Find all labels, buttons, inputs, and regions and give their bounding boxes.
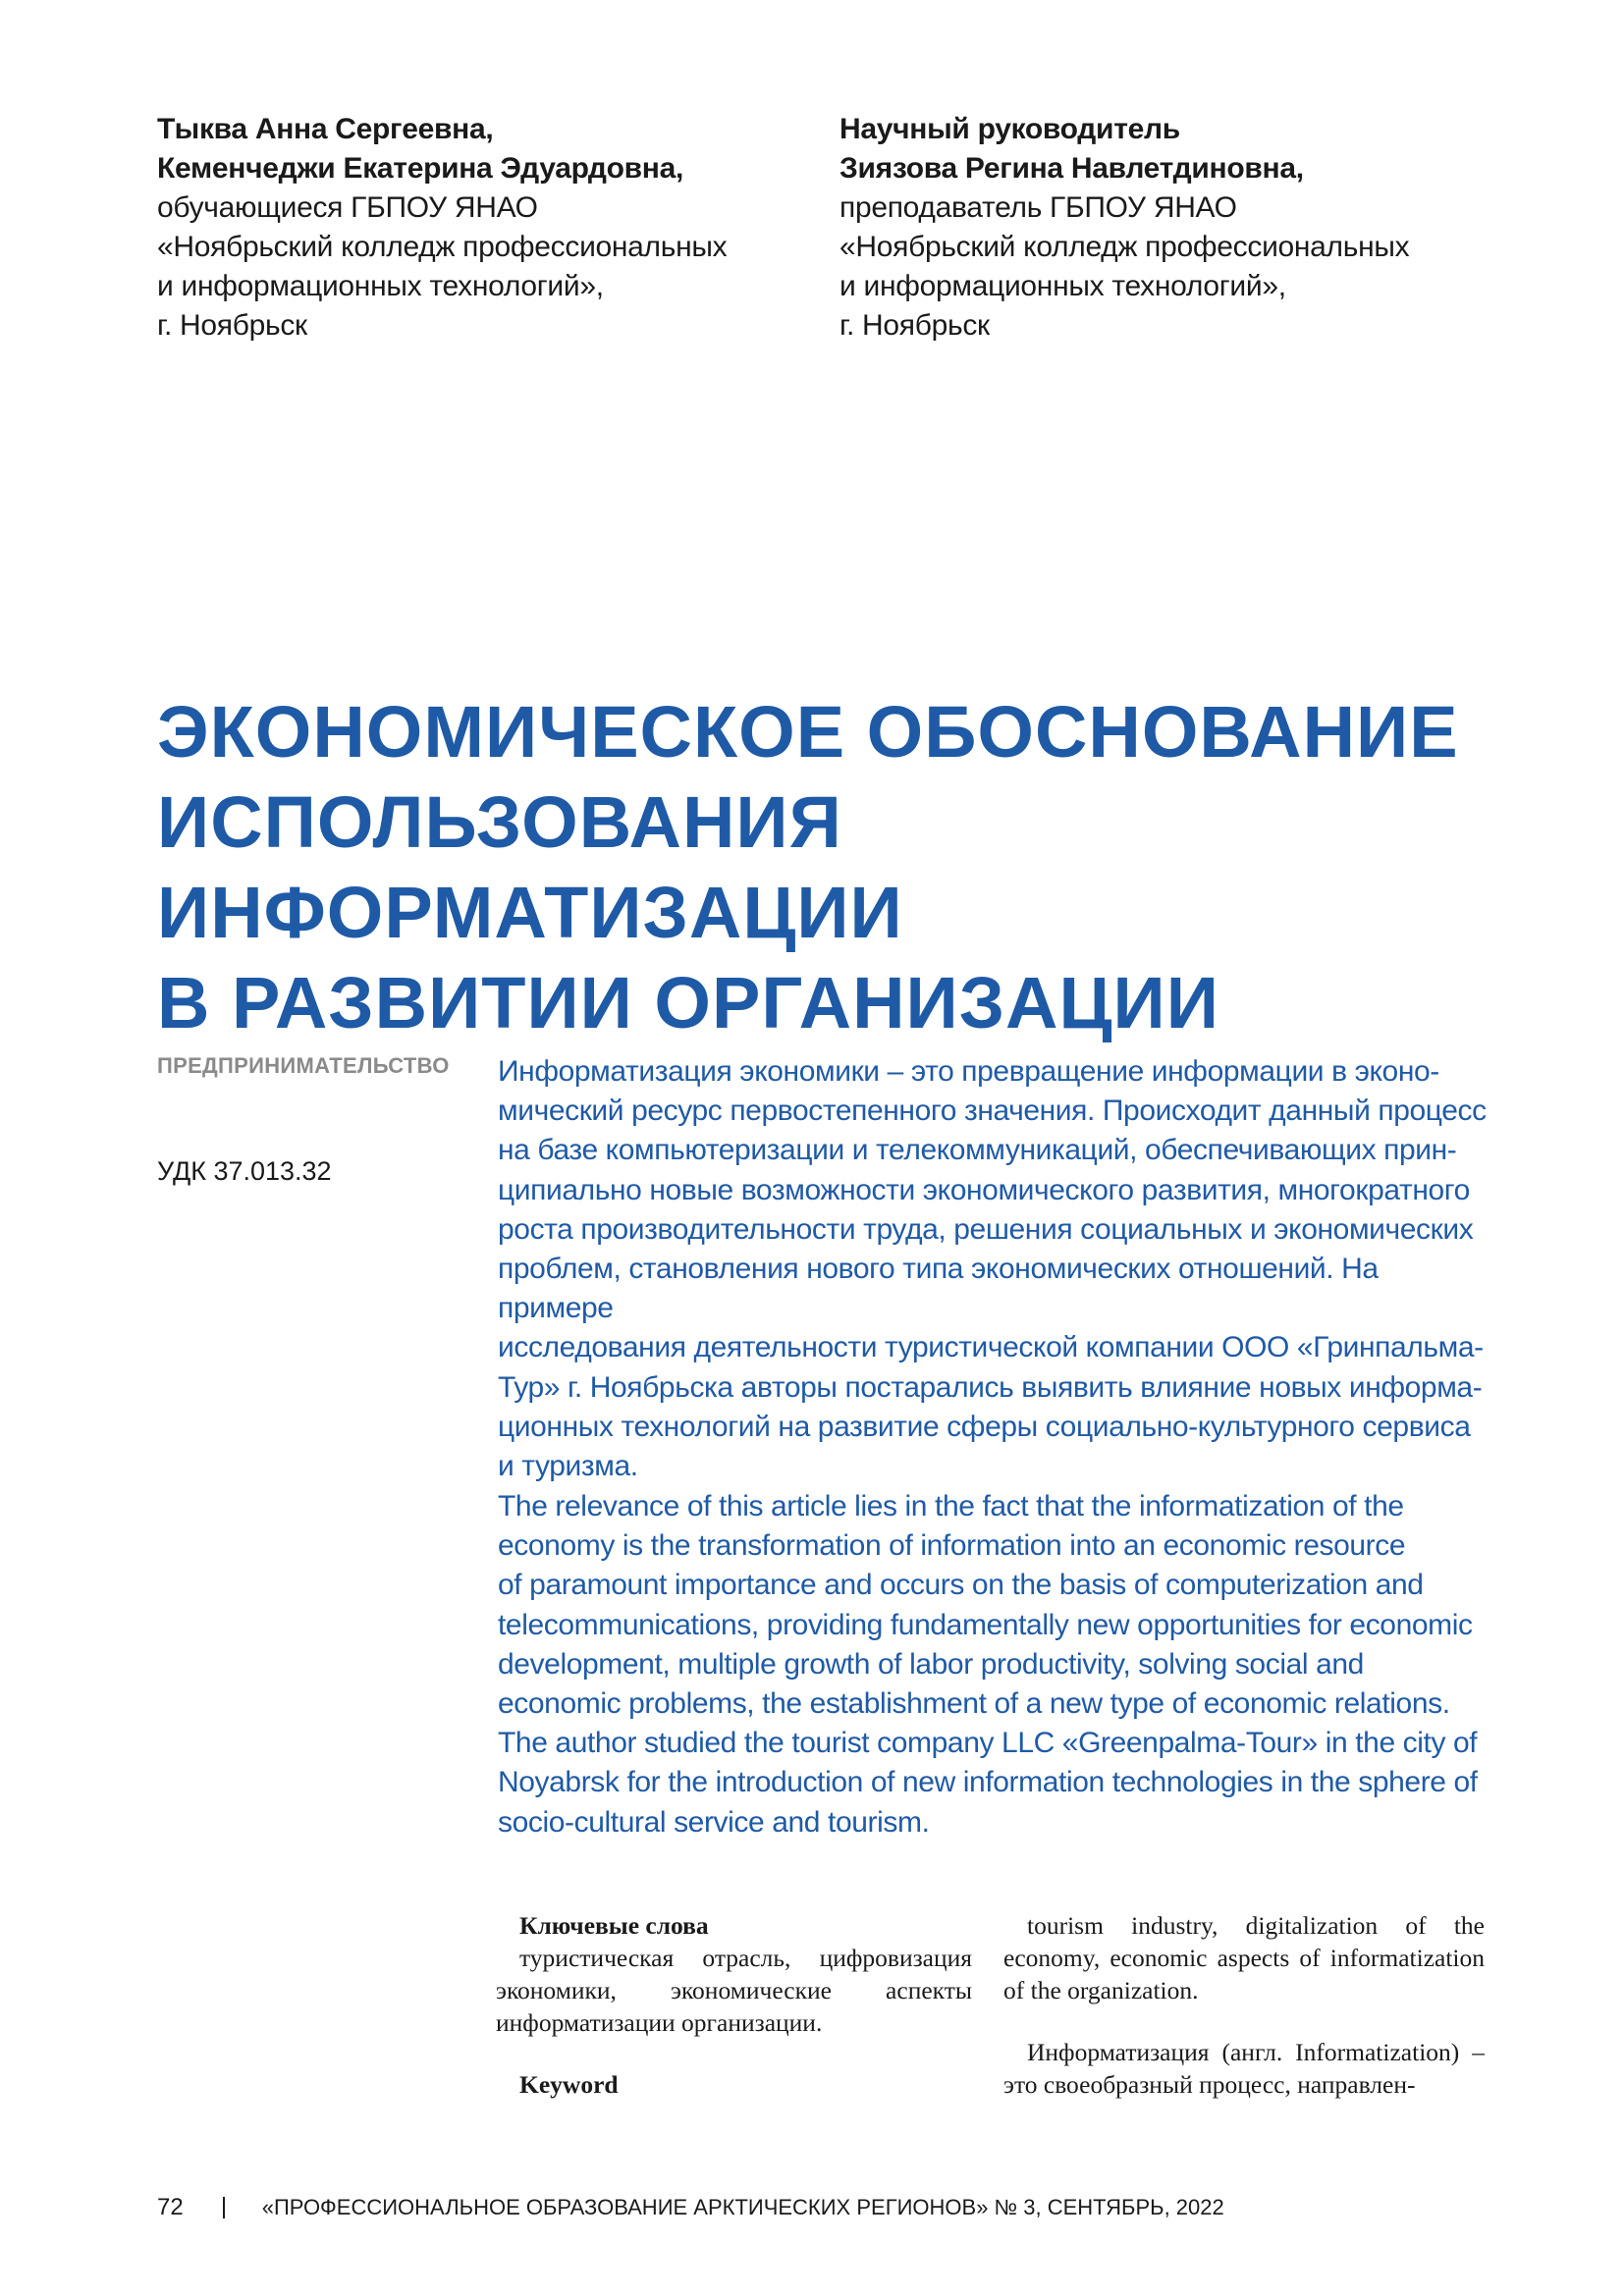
affiliation-line: и информационных технологий»,	[157, 270, 604, 302]
keywords-column-left	[496, 1909, 972, 2101]
abstract-line: Информатизация экономики – это превращение информации в эконо-	[498, 1055, 1439, 1088]
abstract-line: economy is the transformation of information into an economic resource	[498, 1529, 1406, 1563]
supervisor-role: Научный руководитель	[839, 113, 1180, 145]
affiliation-line: «Ноябрьский колледж профессиональных	[157, 231, 728, 263]
abstract-line: The author studied the tourist company LLC «Greenpalma-Tour» in the city of	[498, 1727, 1478, 1760]
abstract-line: of paramount importance and occurs on the basis of computerization and	[498, 1569, 1424, 1602]
udk-code: УДК 37.013.32	[157, 1156, 332, 1186]
keywords-ru-heading: Ключевые слова	[519, 1911, 709, 1940]
keywords-en-heading: Keyword	[519, 2070, 619, 2099]
affiliation-line: г. Ноябрьск	[839, 309, 990, 342]
footer-separator	[223, 2197, 225, 2218]
supervisor-name: Зиязова Регина Навлетдиновна,	[839, 152, 1304, 185]
keywords-column-right	[1003, 1909, 1485, 2101]
abstract-line: ционных технологий на развитие сферы социально-культурного сервиса	[498, 1410, 1471, 1443]
page-footer	[157, 2194, 1224, 2221]
abstract-line: socio-cultural service and tourism.	[498, 1805, 930, 1839]
abstract-line: и туризма.	[498, 1450, 638, 1483]
affiliation-line: обучающиеся ГБПОУ ЯНАО	[157, 191, 538, 224]
abstract-line: development, multiple growth of labor productivity, solving social and	[498, 1647, 1364, 1681]
abstract-line: The relevance of this article lies in the fact that the informatization of the	[498, 1490, 1404, 1522]
abstract-line: Тур» г. Ноябрьска авторы постарались выявить влияние новых информа-	[498, 1370, 1483, 1404]
abstract-line: роста производительности труда, решения социальных и экономических	[498, 1212, 1474, 1246]
author-name: Кеменчеджи Екатерина Эдуардовна,	[157, 152, 684, 185]
title-line: ИСПОЛЬЗОВАНИЯ ИНФОРМАТИЗАЦИИ	[157, 781, 903, 953]
keywords-ru-text: туристическая отрасль, цифровизация экономики, экономические аспекты информатизации организации.	[496, 1944, 972, 2037]
affiliation-line: преподаватель ГБПОУ ЯНАО	[839, 191, 1237, 224]
affiliation-line: г. Ноябрьск	[157, 309, 307, 342]
rubric-label: ПРЕДПРИНИМАТЕЛЬСТВО	[157, 1053, 450, 1078]
abstract-russian	[498, 1052, 1489, 1486]
title-line: В РАЗВИТИИ ОРГАНИЗАЦИИ	[157, 962, 1219, 1043]
abstract-line: мический ресурс первостепенного значения. Происходит данный процесс	[498, 1095, 1487, 1128]
abstract-line: исследования деятельности туристической компании ООО «Гринпальма-	[498, 1331, 1484, 1364]
journal-name: «ПРОФЕССИОНАЛЬНОЕ ОБРАЗОВАНИЕ АРКТИЧЕСКИХ РЕГИОНОВ» № 3, СЕНТЯБРЬ, 2022	[261, 2195, 1224, 2219]
page-number: 72	[157, 2194, 184, 2220]
affiliation-line: и информационных технологий»,	[839, 270, 1286, 302]
body-text-start: Информатизация (англ. Informatization) – это своеобразный процесс, направлен-	[1003, 2038, 1485, 2099]
author-name: Тыква Анна Сергеевна,	[157, 113, 494, 145]
abstract-english	[498, 1487, 1489, 1842]
article-title	[157, 687, 1512, 1048]
title-line: ЭКОНОМИЧЕСКОЕ ОБОСНОВАНИЕ	[157, 691, 1459, 773]
abstract-line: на базе компьютеризации и телекоммуникаций, обеспечивающих прин-	[498, 1134, 1457, 1167]
abstract-line: economic problems, the establishment of a new type of economic relations.	[498, 1687, 1450, 1721]
abstract-line: telecommunications, providing fundamentally new opportunities for economic	[498, 1608, 1473, 1641]
abstract-line: ципиально новые возможности экономического развития, многократного	[498, 1173, 1470, 1206]
abstract-line: проблем, становления нового типа экономических отношений. На примере	[498, 1253, 1379, 1325]
abstract-line: Noyabrsk for the introduction of new information technologies in the sphere of	[498, 1766, 1478, 1799]
affiliation-line: «Ноябрьский колледж профессиональных	[839, 231, 1410, 263]
authors-block	[157, 110, 785, 346]
keywords-en-text: tourism industry, digitalization of the economy, economic aspects of informatization of the organization.	[1003, 1911, 1485, 2004]
supervisor-block	[839, 110, 1507, 346]
